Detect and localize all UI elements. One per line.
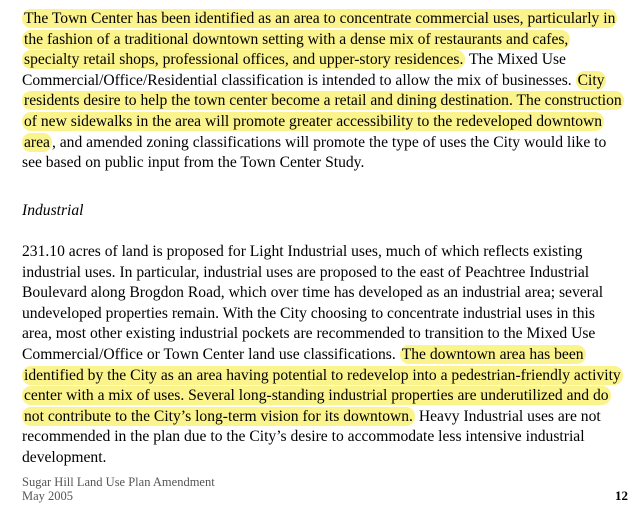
highlighted-text: The downtown area has been identified by the City as an area having potential to redevelop into a pedestrian-friendly activity center with a mix of uses. Several long-standing industrial properties are underutilized and do not contribute to the City’s long-term vision for its downtown. [24,345,621,425]
highlighted-text: The Town Center has been identified as an area to concentrate commercial uses, particularly in the fashion of a traditional downtown setting with a dense mix of restaurants and cafes, specialty retail shops, professional offices, and upper-story residences. [24,10,616,69]
body-text: Heavy Industrial uses are not recommended in the plan due to the City’s desire to accommodate less intensive industrial development. [22,407,601,466]
footer [22,475,215,503]
body-text: 231.10 acres of land is proposed for Light Industrial uses, much of which reflects existing industrial uses. In particular, industrial uses are proposed to the east of Peachtree Industrial Boulevard along Brogdon Road, which over time has developed as an industrial area; several undeveloped properties remain. With the City choosing to concentrate industrial uses in this area, most other existing industrial pockets are recommended to transition to the Mixed Use Commercial/Office or Town Center land use classifications. [22,243,604,363]
footer-title: Sugar Hill Land Use Plan Amendment [22,475,215,489]
highlighted-text: City residents desire to help the town center become a retail and dining destination. The construction of new sidewalks in the area will promote greater accessibility to the redeveloped downtown area [24,71,622,151]
section-heading: Industrial [22,202,84,219]
footer-date: May 2005 [22,489,74,503]
body-text: , and amended zoning classifications will promote the type of uses the City would like to see based on public input from the Town Center Study. [22,133,607,172]
industrial-paragraph [22,242,622,469]
page-number: 12 [615,488,628,503]
town-center-paragraph [22,9,622,174]
body-text: The Mixed Use Commercial/Office/Residential classification is intended to allow the mix of businesses. [22,51,576,89]
